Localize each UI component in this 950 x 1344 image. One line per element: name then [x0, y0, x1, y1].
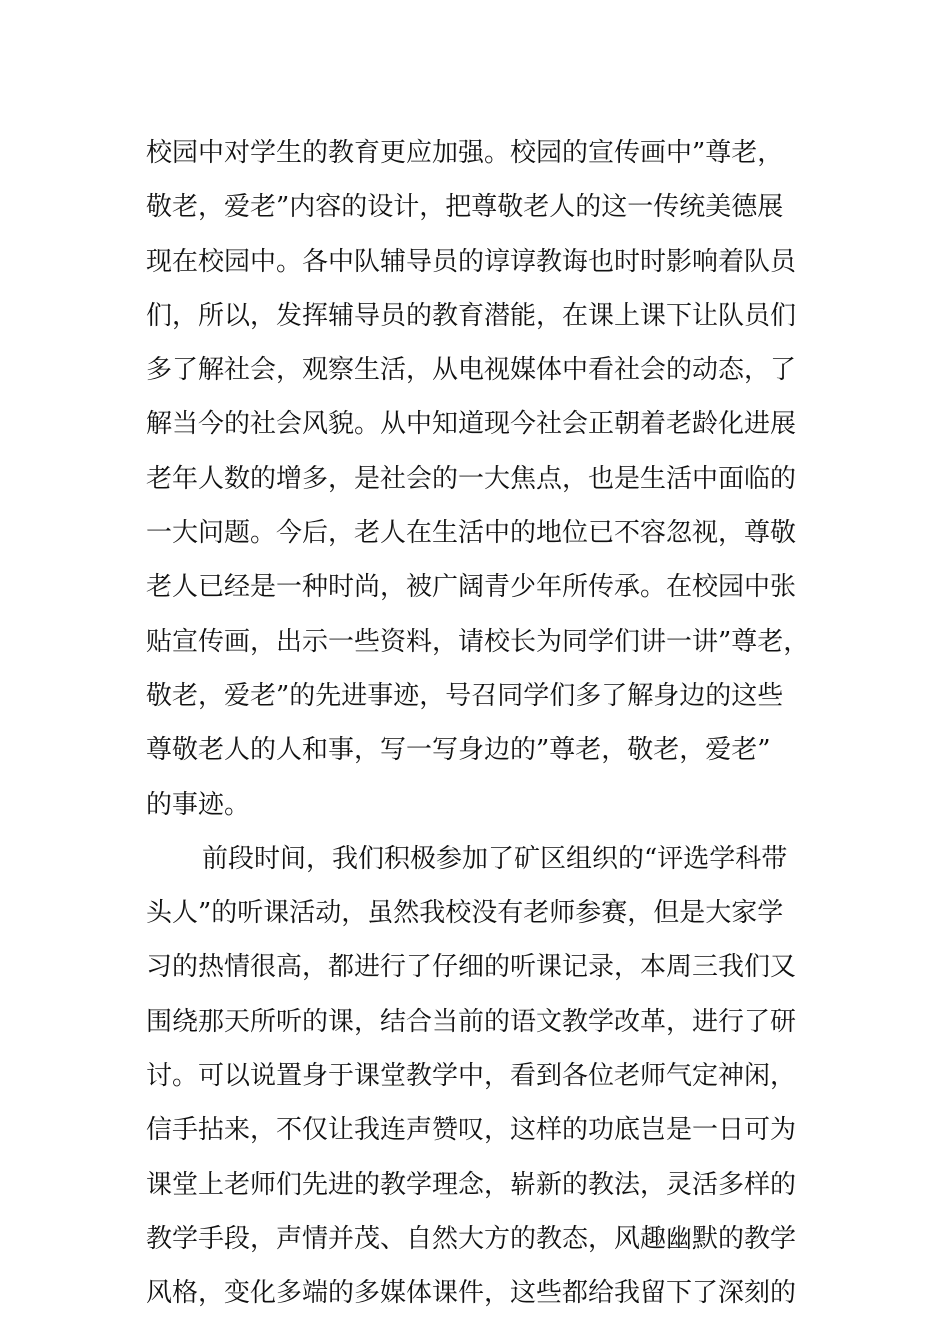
text-line: 校园中对学生的教育更应加强。校园的宣传画中”尊老， [146, 138, 784, 168]
text-line: 教学手段，声情并茂、自然大方的教态，风趣幽默的教学 [146, 1223, 797, 1254]
text-line: 风格，变化多端的多媒体课件，这些都给我留下了深刻的 [146, 1278, 797, 1309]
text-line: 老人已经是一种时尚，被广阔青少年所传承。在校园中张 [146, 572, 797, 603]
text-line: 敬老，爱老”内容的设计，把尊敬老人的这一传统美德展 [146, 192, 784, 223]
text-line: 头人”的听课活动，虽然我校没有老师参赛，但是大家学 [146, 898, 784, 929]
text-line: 们，所以，发挥辅导员的教育潜能，在课上课下让队员们 [146, 300, 797, 331]
text-line: 现在校园中。各中队辅导员的谆谆教诲也时时影响着队员 [146, 246, 797, 277]
text-line: 贴宣传画，出示一些资料，请校长为同学们讲一讲”尊老， [146, 626, 810, 657]
text-line-first: 前段时间，我们积极参加了矿区组织的“评选学科带 [202, 843, 788, 874]
document-body [146, 126, 836, 1321]
text-line: 多了解社会，观察生活，从电视媒体中看社会的动态，了 [146, 355, 797, 386]
paragraph-2 [146, 832, 836, 1321]
text-line: 信手拈来，不仅让我连声赞叹，这样的功底岂是一日可为 [146, 1115, 797, 1146]
text-line: 解当今的社会风貌。从中知道现今社会正朝着老龄化进展 [146, 409, 797, 440]
text-line: 讨。可以说置身于课堂教学中，看到各位老师气定神闲， [146, 1061, 797, 1092]
text-line: 敬老，爱老”的先进事迹，号召同学们多了解身边的这些 [146, 680, 784, 711]
text-line: 尊敬老人的人和事，写一写身边的”尊老，敬老，爱老” [146, 735, 771, 766]
text-line: 围绕那天所听的课，结合当前的语文教学改革，进行了研 [146, 1006, 797, 1037]
text-line: 的事迹。 [146, 789, 251, 820]
text-line: 习的热情很高，都进行了仔细的听课记录，本周三我们又 [146, 952, 797, 983]
paragraph-1 [146, 126, 836, 832]
text-line: 老年人数的增多，是社会的一大焦点，也是生活中面临的 [146, 463, 797, 494]
text-line: 一大问题。今后，老人在生活中的地位已不容忽视，尊敬 [146, 518, 797, 549]
text-line: 课堂上老师们先进的教学理念，崭新的教法，灵活多样的 [146, 1169, 797, 1200]
